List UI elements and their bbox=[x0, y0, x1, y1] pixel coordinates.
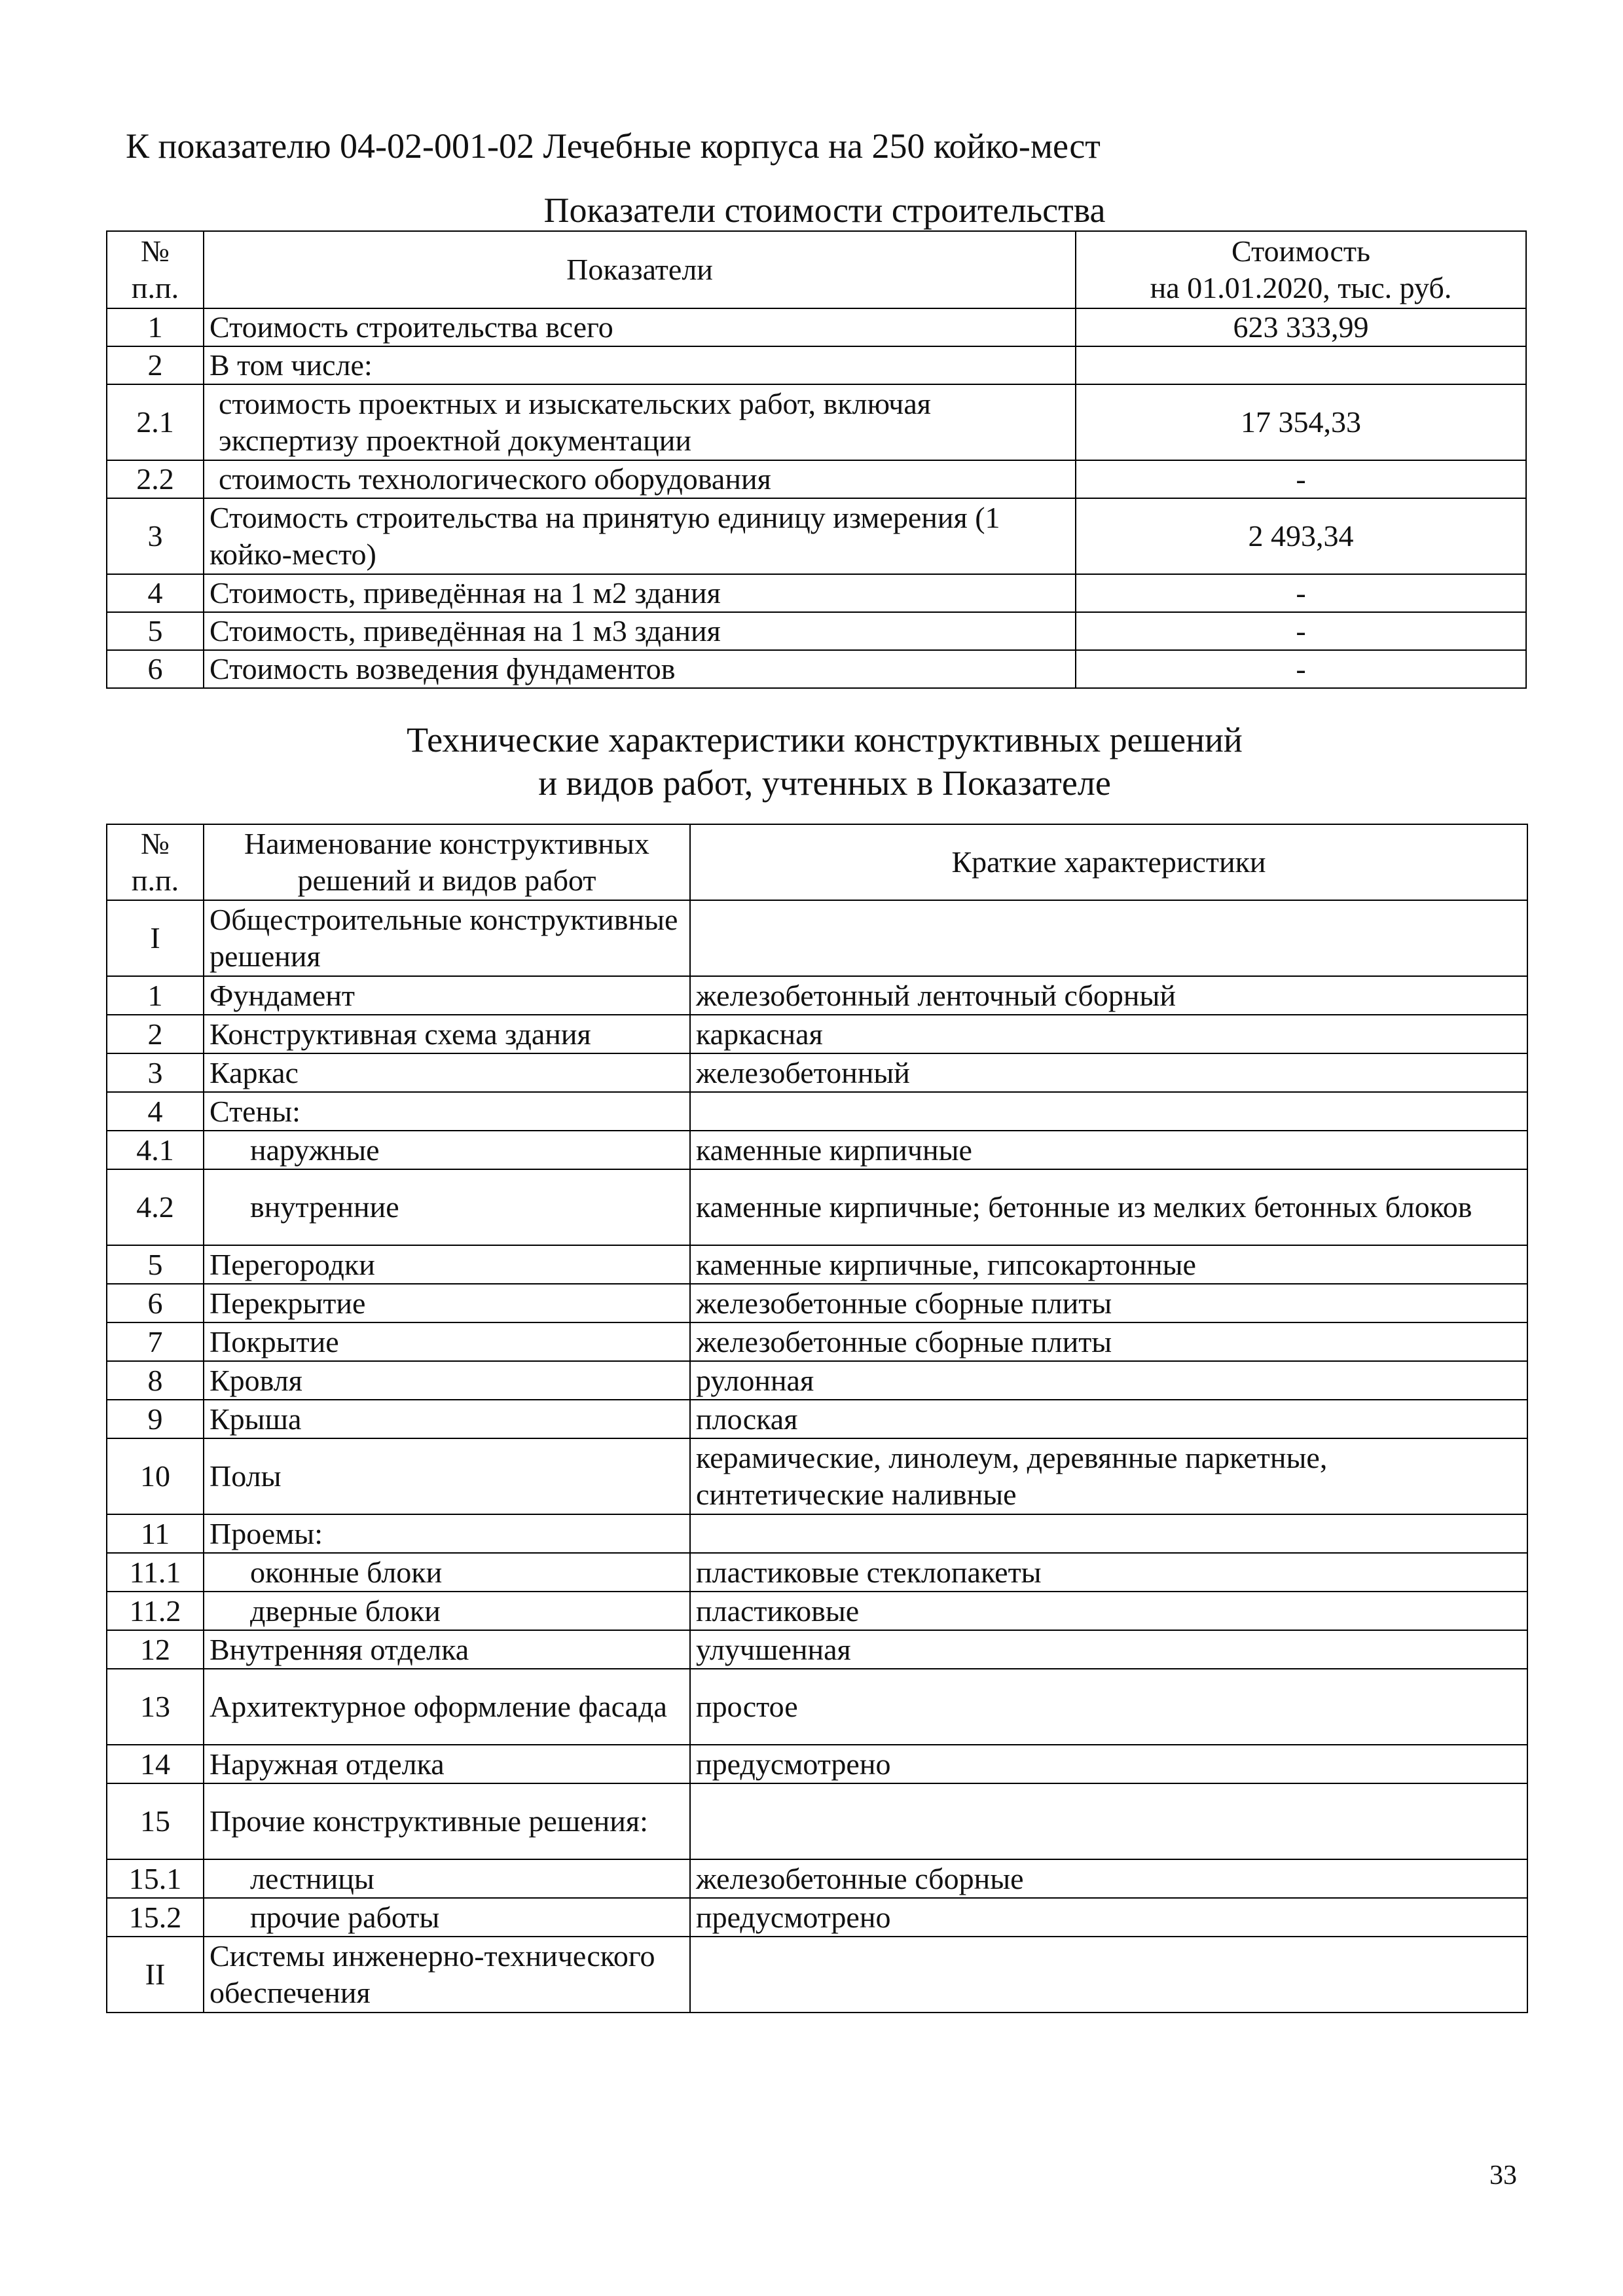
row-description: предусмотрено bbox=[690, 1898, 1527, 1937]
cost-table-title: Показатели стоимости строительства bbox=[543, 191, 1106, 230]
row-number: 15.1 bbox=[107, 1859, 204, 1898]
table-row bbox=[107, 460, 1526, 498]
row-number: 3 bbox=[107, 498, 204, 574]
row-name: Кровля bbox=[204, 1361, 690, 1400]
table-row bbox=[107, 976, 1527, 1015]
document-heading: К показателю 04-02-001-02 Лечебные корпуса на 250 койко-мест bbox=[126, 126, 1101, 166]
row-description: железобетонный ленточный сборный bbox=[690, 976, 1527, 1015]
row-number: 5 bbox=[107, 612, 204, 650]
row-value bbox=[1076, 346, 1526, 384]
row-value: 623 333,99 bbox=[1076, 308, 1526, 346]
row-label: стоимость технологического оборудования bbox=[204, 460, 1076, 498]
row-name: Каркас bbox=[204, 1053, 690, 1092]
row-number: 15 bbox=[107, 1783, 204, 1859]
tech-table-title-line1: Технические характеристики конструктивных решений bbox=[407, 720, 1243, 759]
row-number: 2.1 bbox=[107, 384, 204, 460]
row-name: Системы инженерно-технического обеспечения bbox=[204, 1937, 690, 2013]
row-number: 11 bbox=[107, 1514, 204, 1553]
row-number: 14 bbox=[107, 1745, 204, 1783]
row-value: - bbox=[1076, 460, 1526, 498]
row-name: внутренние bbox=[204, 1169, 690, 1245]
row-number: 4 bbox=[107, 574, 204, 612]
row-label: Стоимость, приведённая на 1 м3 здания bbox=[204, 612, 1076, 650]
table-row bbox=[107, 1400, 1527, 1438]
header-number-line1: № bbox=[141, 234, 170, 268]
table-row bbox=[107, 1783, 1527, 1859]
row-name: оконные блоки bbox=[204, 1553, 690, 1592]
row-description: железобетонный bbox=[690, 1053, 1527, 1092]
row-name: дверные блоки bbox=[204, 1592, 690, 1630]
row-number: II bbox=[107, 1937, 204, 2013]
row-number: 12 bbox=[107, 1630, 204, 1669]
row-number: 15.2 bbox=[107, 1898, 204, 1937]
row-label: Стоимость возведения фундаментов bbox=[204, 650, 1076, 688]
row-number: 7 bbox=[107, 1322, 204, 1361]
table-row bbox=[107, 612, 1526, 650]
row-number: 6 bbox=[107, 650, 204, 688]
row-name: Общестроительные конструктивные решения bbox=[204, 900, 690, 976]
table-row bbox=[107, 1053, 1527, 1092]
table-row bbox=[107, 346, 1526, 384]
table-row bbox=[107, 1361, 1527, 1400]
row-number: 4 bbox=[107, 1092, 204, 1131]
table-row bbox=[107, 1245, 1527, 1284]
row-description: простое bbox=[690, 1669, 1527, 1745]
table-row bbox=[107, 650, 1526, 688]
row-number: 1 bbox=[107, 308, 204, 346]
row-name: наружные bbox=[204, 1131, 690, 1169]
row-description: плоская bbox=[690, 1400, 1527, 1438]
table-row bbox=[107, 900, 1527, 976]
row-name: Покрытие bbox=[204, 1322, 690, 1361]
row-number: 11.2 bbox=[107, 1592, 204, 1630]
row-name: прочие работы bbox=[204, 1898, 690, 1937]
row-description bbox=[690, 1783, 1527, 1859]
table-row bbox=[107, 1745, 1527, 1783]
row-number: 5 bbox=[107, 1245, 204, 1284]
header-number-line2: п.п. bbox=[131, 271, 179, 304]
row-value: 2 493,34 bbox=[1076, 498, 1526, 574]
row-number: I bbox=[107, 900, 204, 976]
row-name: Полы bbox=[204, 1438, 690, 1514]
table-header-row bbox=[107, 824, 1527, 900]
row-description: улучшенная bbox=[690, 1630, 1527, 1669]
cost-indicators-table bbox=[106, 230, 1527, 689]
table-row bbox=[107, 498, 1526, 574]
row-number: 2 bbox=[107, 1015, 204, 1053]
header-name bbox=[204, 824, 690, 900]
table-row bbox=[107, 1514, 1527, 1553]
row-number: 2 bbox=[107, 346, 204, 384]
table-row bbox=[107, 384, 1526, 460]
table-row bbox=[107, 308, 1526, 346]
row-description bbox=[690, 1092, 1527, 1131]
row-description: предусмотрено bbox=[690, 1745, 1527, 1783]
row-description: каменные кирпичные; бетонные из мелких бетонных блоков bbox=[690, 1169, 1527, 1245]
row-name: Фундамент bbox=[204, 976, 690, 1015]
row-label: В том числе: bbox=[204, 346, 1076, 384]
row-number: 11.1 bbox=[107, 1553, 204, 1592]
row-description bbox=[690, 900, 1527, 976]
row-name: Внутренняя отделка bbox=[204, 1630, 690, 1669]
row-description: пластиковые bbox=[690, 1592, 1527, 1630]
row-number: 2.2 bbox=[107, 460, 204, 498]
table-row bbox=[107, 1438, 1527, 1514]
table-row bbox=[107, 1322, 1527, 1361]
row-name: Стены: bbox=[204, 1092, 690, 1131]
header-description: Краткие характеристики bbox=[690, 824, 1527, 900]
row-name: лестницы bbox=[204, 1859, 690, 1898]
row-number: 10 bbox=[107, 1438, 204, 1514]
table-row bbox=[107, 1169, 1527, 1245]
row-name: Конструктивная схема здания bbox=[204, 1015, 690, 1053]
technical-characteristics-table bbox=[106, 824, 1528, 2013]
header-number-line1: № bbox=[141, 827, 170, 860]
row-label: стоимость проектных и изыскательских работ, включая экспертизу проектной документации bbox=[204, 384, 1076, 460]
row-number: 1 bbox=[107, 976, 204, 1015]
row-label: Стоимость строительства на принятую единицу измерения (1 койко-место) bbox=[204, 498, 1076, 574]
row-description: каменные кирпичные bbox=[690, 1131, 1527, 1169]
row-number: 6 bbox=[107, 1284, 204, 1322]
table-row bbox=[107, 1553, 1527, 1592]
row-number: 4.1 bbox=[107, 1131, 204, 1169]
row-description: керамические, линолеум, деревянные паркетные, синтетические наливные bbox=[690, 1438, 1527, 1514]
row-value: 17 354,33 bbox=[1076, 384, 1526, 460]
row-name: Прочие конструктивные решения: bbox=[204, 1783, 690, 1859]
table-row bbox=[107, 1131, 1527, 1169]
tech-table-title-line2: и видов работ, учтенных в Показателе bbox=[538, 763, 1111, 803]
table-row bbox=[107, 1669, 1527, 1745]
row-label: Стоимость, приведённая на 1 м2 здания bbox=[204, 574, 1076, 612]
row-description: каркасная bbox=[690, 1015, 1527, 1053]
table-row bbox=[107, 1937, 1527, 2013]
row-number: 4.2 bbox=[107, 1169, 204, 1245]
table-header-row bbox=[107, 231, 1526, 308]
row-name: Архитектурное оформление фасада bbox=[204, 1669, 690, 1745]
row-value: - bbox=[1076, 612, 1526, 650]
table-row bbox=[107, 1015, 1527, 1053]
header-number bbox=[107, 824, 204, 900]
row-name: Крыша bbox=[204, 1400, 690, 1438]
table-row bbox=[107, 1898, 1527, 1937]
row-description: каменные кирпичные, гипсокартонные bbox=[690, 1245, 1527, 1284]
table-row bbox=[107, 1592, 1527, 1630]
row-description: железобетонные сборные плиты bbox=[690, 1284, 1527, 1322]
header-name-line1: Наименование конструктивных bbox=[244, 827, 649, 860]
row-number: 9 bbox=[107, 1400, 204, 1438]
header-indicators: Показатели bbox=[204, 231, 1076, 308]
row-name: Наружная отделка bbox=[204, 1745, 690, 1783]
row-description bbox=[690, 1937, 1527, 2013]
row-description: железобетонные сборные плиты bbox=[690, 1322, 1527, 1361]
row-name: Перегородки bbox=[204, 1245, 690, 1284]
row-label: Стоимость строительства всего bbox=[204, 308, 1076, 346]
header-number-line2: п.п. bbox=[131, 864, 179, 897]
row-description: рулонная bbox=[690, 1361, 1527, 1400]
row-number: 13 bbox=[107, 1669, 204, 1745]
row-value: - bbox=[1076, 650, 1526, 688]
table-row bbox=[107, 1092, 1527, 1131]
table-row bbox=[107, 1284, 1527, 1322]
page-number: 33 bbox=[1489, 2160, 1517, 2191]
header-cost bbox=[1076, 231, 1526, 308]
header-name-line2: решений и видов работ bbox=[297, 864, 596, 897]
header-cost-line2: на 01.01.2020, тыс. руб. bbox=[1150, 271, 1452, 304]
row-name: Перекрытие bbox=[204, 1284, 690, 1322]
header-cost-line1: Стоимость bbox=[1231, 234, 1370, 268]
row-description bbox=[690, 1514, 1527, 1553]
row-number: 3 bbox=[107, 1053, 204, 1092]
table-row bbox=[107, 574, 1526, 612]
row-description: пластиковые стеклопакеты bbox=[690, 1553, 1527, 1592]
row-value: - bbox=[1076, 574, 1526, 612]
row-number: 8 bbox=[107, 1361, 204, 1400]
row-description: железобетонные сборные bbox=[690, 1859, 1527, 1898]
row-name: Проемы: bbox=[204, 1514, 690, 1553]
table-row bbox=[107, 1630, 1527, 1669]
table-row bbox=[107, 1859, 1527, 1898]
header-number bbox=[107, 231, 204, 308]
tech-table-title bbox=[13, 718, 1623, 805]
